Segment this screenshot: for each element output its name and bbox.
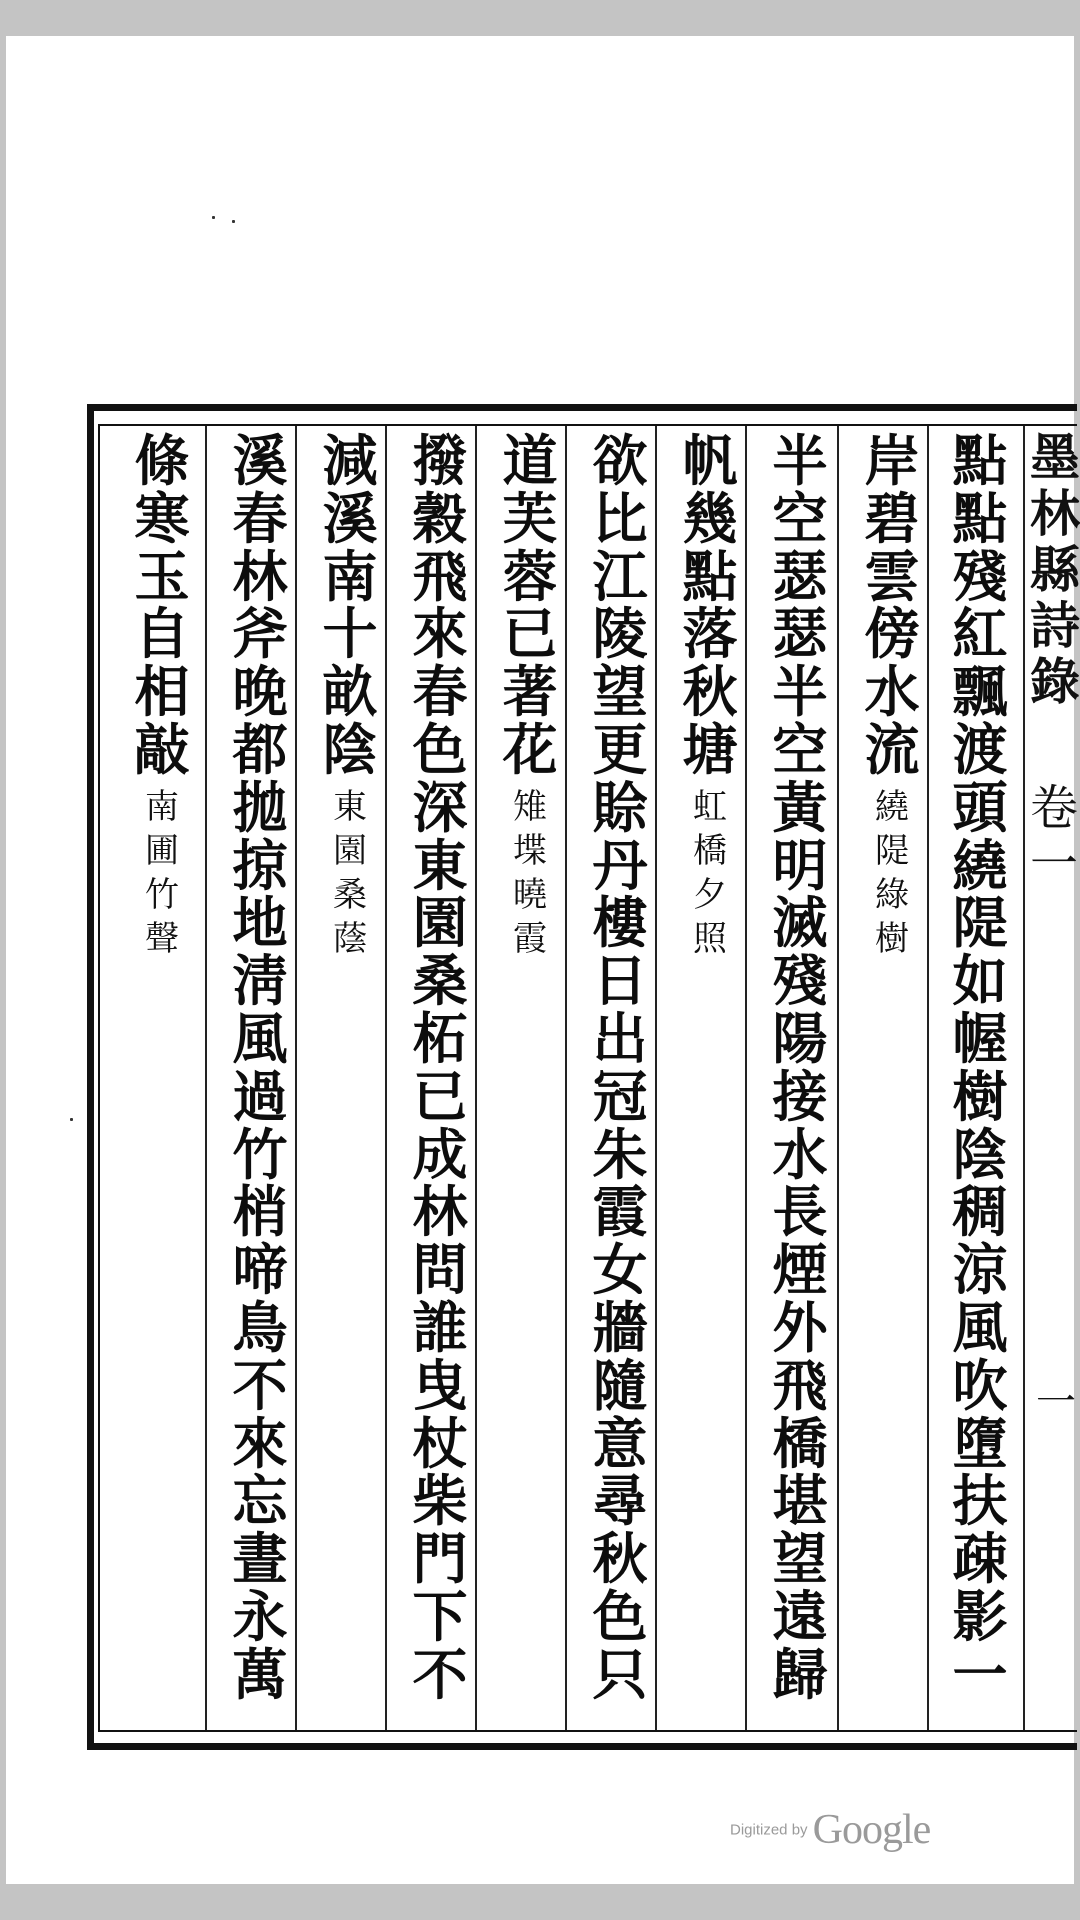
poem-title-note: 繞 隄 綠 樹 (875, 786, 909, 959)
poem-line: 欲 比 江 陵 望 更 賒 丹 樓 日 出 冠 朱 霞 女 牆 隨 意 尋 秋 色 只 (592, 428, 648, 1707)
poem-title-note: 虹 橋 夕 照 (693, 786, 727, 959)
chapter-label: 卷 一 (1030, 780, 1079, 892)
text-column (216, 428, 304, 1707)
poem-line: 點 點 殘 紅 飄 渡 頭 繞 隄 如 幄 樹 陰 稠 涼 風 吹 墮 扶 疎 影 一 (952, 428, 1008, 1707)
ink-speck (212, 216, 215, 219)
digitized-by-label: Digitized by (730, 1821, 808, 1839)
poem-line: 岸 碧 雲 傍 水 流 (864, 428, 920, 782)
google-logo: Google (812, 1807, 931, 1853)
text-column (396, 428, 484, 1707)
text-column (306, 428, 394, 961)
text-column (936, 428, 1024, 1707)
ink-speck (70, 1118, 73, 1121)
poem-line: 減 溪 南 十 畝 陰 (322, 428, 378, 782)
page-number: 一 (1036, 1379, 1076, 1425)
poem-line: 道 芙 蓉 已 著 花 (502, 428, 558, 782)
poem-line: 半 空 瑟 瑟 半 空 黃 明 滅 殘 陽 接 水 長 煙 外 飛 橋 堪 望 遠 歸 (772, 428, 828, 1707)
text-column (576, 428, 664, 1707)
book-title: 墨 林 縣 詩 錄 (1030, 428, 1080, 711)
poem-title-note: 雉 堞 曉 霞 (513, 786, 547, 959)
digitization-credit (730, 1806, 930, 1854)
poem-line: 撥 穀 飛 來 春 色 深 東 園 桑 柘 已 成 林 問 誰 曳 杖 柴 門 下 不 (412, 428, 468, 1707)
poem-title-note: 東 園 桑 蔭 (333, 786, 367, 959)
text-column (118, 428, 206, 961)
ink-speck (232, 220, 235, 223)
text-column (848, 428, 936, 961)
poem-line: 溪 春 林 斧 晚 都 拋 掠 地 淸 風 過 竹 梢 啼 鳥 不 來 忘 晝 永 萬 (232, 428, 288, 1707)
poem-line: 帆 幾 點 落 秋 塘 (682, 428, 738, 782)
text-column (666, 428, 754, 961)
poem-title-note: 南 圃 竹 聲 (145, 786, 179, 959)
poem-line: 條 寒 玉 自 相 敲 (134, 428, 190, 782)
text-column (756, 428, 844, 1707)
text-column (486, 428, 574, 961)
